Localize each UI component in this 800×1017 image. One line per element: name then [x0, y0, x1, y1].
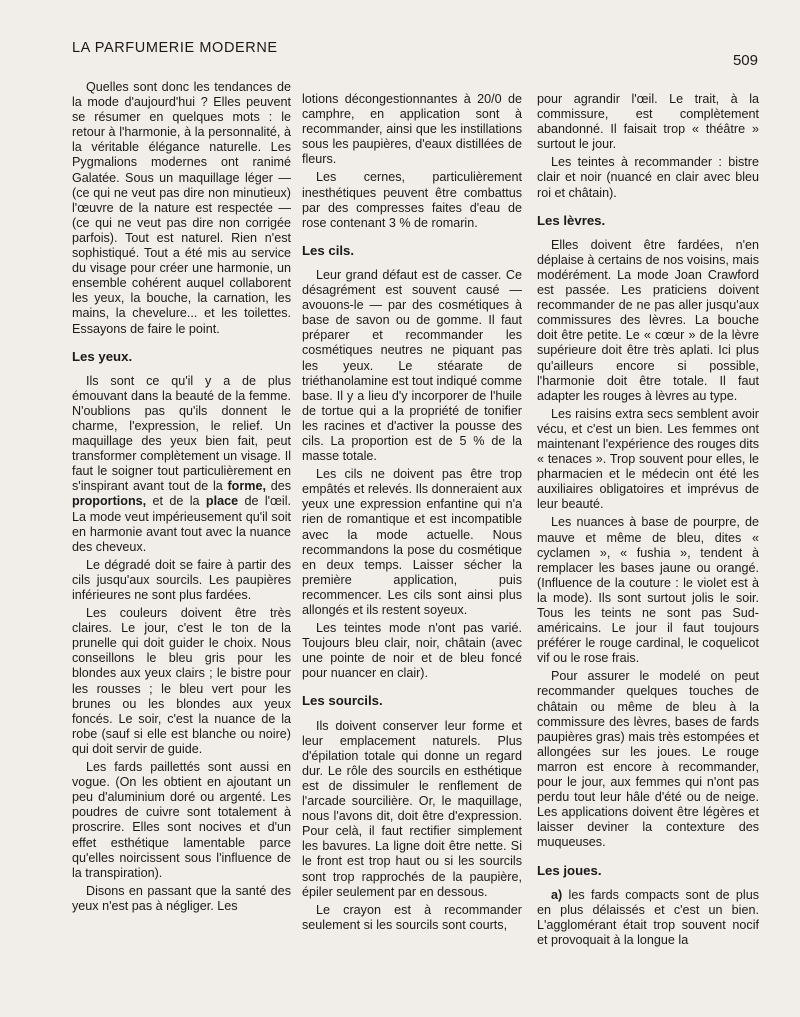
column-3: [537, 92, 759, 951]
joues-paragraph-a: [537, 888, 759, 948]
page-number: 509: [732, 52, 758, 69]
column-1: [72, 80, 291, 917]
levres-paragraph-3: Les nuances à base de pourpre, de mauve et même de bleu, dites « cyclamen », « fushia », tendent à remplacer les bases jaune ou orangé. (Influence de la couture : le violet est à la mode). Ils sont surtout jolis le soir. Tous les teints ne sont pas Sud-américains. Le jour il faut toujours préférer le rouge cardinal, le coquelicot vif ou le rose frais.: [537, 515, 759, 666]
section-heading-sourcils: Les sourcils.: [302, 693, 383, 709]
crayon-continuation: pour agrandir l'œil. Le trait, à la commissure, est complètement abandonné. Il faisait trop « théâtre » surtout le jour.: [537, 92, 759, 152]
levres-paragraph-1: Elles doivent être fardées, n'en déplaise à certains de nos voisins, mais modérément. La mode Joan Crawford est passée. Les praticiens doivent recommander de ne pas aller jusqu'aux commissures des lèvres. La bouche doit être petite. Le « cœur » de la lèvre supérieure doit être très aplati. Ici plus qu'ailleurs encore si possible, l'harmonie doit être totale. Il faut adapter les rouges à lèvres au type.: [537, 237, 759, 403]
sourcils-paragraph-2: Le crayon est à recommander seulement si les sourcils sont courts,: [302, 902, 522, 932]
yeux-paragraph-1: [72, 374, 291, 555]
yeux-paragraph-3: Les couleurs doivent être très claires. Le jour, c'est le ton de la prunelle qui doit guider le choix. Nous conseillons le bleu gris pour les blondes aux yeux clairs ; le bistre pour les rousses ; le bleu vert pour les brunes ou les blondes aux yeux foncés. Le soir, c'est la nuance de la robe (sauf si elle est blanche ou noire) qui doit servir de guide.: [72, 606, 291, 756]
yeux-p1-des: des: [270, 479, 292, 494]
teintes-paragraph: Les teintes à recommander : bistre clair et noir (nuancé en clair avec bleu roi et châtain).: [537, 155, 759, 200]
emphasis-place: place: [205, 494, 239, 509]
sourcils-paragraph-1: Ils doivent conserver leur forme et leur emplacement naturels. Plus d'épilation totale qui donne un regard dur. Le rôle des sourcils en esthétique est de dissimuler le renflement de l'arcade sourcilière. Or, le maquillage, nous l'avons dit, doit être d'expression. Pour celà, il faut rectifier simplement les bavures. La ligne doit être nette. Si le front est trop haut ou si les sourcils sont trop rapprochés de la paupière, épiler seulement par en dessous.: [302, 718, 522, 899]
levres-paragraph-2: Les raisins extra secs semblent avoir vécu, et c'est un bien. Les femmes ont maintenant l'expérience des rouges dits « tenaces ». Trop souvent pour elles, le pharmacien et le médecin ont été les auxiliaires obligatoires et imprévus de leur beauté.: [537, 406, 759, 512]
emphasis-forme: forme,: [227, 479, 266, 494]
cernes-paragraph: Les cernes, particulièrement inesthétiques peuvent être combattus par des compresses faites d'eau de rose contenant 3 % de romarin.: [302, 170, 522, 230]
section-heading-joues: Les joues.: [537, 862, 602, 878]
yeux-p1-text-a: Ils sont ce qu'il y a de plus émouvant dans la beauté de la femme. N'oublions pas qu'ils donnent le charme, l'expression, le relief. Un maquillage des yeux bien fait, peut transformer complètement un visage. Il faut le soigner tout particulièrement en s'inspirant avant tout de la: [72, 373, 291, 494]
section-heading-cils: Les cils.: [302, 242, 355, 258]
intro-paragraph: Quelles sont donc les tendances de la mode d'aujourd'hui ? Elles peuvent se résumer en quelques mots : le retour à l'harmonie, à la personnalité, à la véritable élégance naturelle. Les Pygmalions modernes ont ranimé Galatée. Sous un maquillage léger — (ce qui ne veut pas dire non minutieux) l'œuvre de la nature est respectée — (ce qui ne veut pas dire non corrigée parfois). Tout est naturel. Rien n'est sophistiqué. Tout a été mis au service du visage pour créer une harmonie, un ensemble cohérent auquel collaborent les yeux, la bouche, la carnation, les mains, la chevelure... et les toilettes. Essayons de faire le point.: [72, 80, 291, 336]
section-heading-levres: Les lèvres.: [537, 212, 606, 228]
column-2: [302, 92, 522, 936]
yeux-paragraph-2: Le dégradé doit se faire à partir des cils jusqu'aux sourcils. Les paupières inférieures ne sont plus fardées.: [72, 557, 291, 602]
list-label-a: a): [551, 887, 563, 902]
emphasis-proportions: proportions,: [72, 494, 147, 509]
joues-a-text: les fards compacts sont de plus en plus délaissés et c'est un bien. L'agglomérant était trop souvent nocif et provoquait à la longue la: [537, 887, 760, 947]
yeux-p1-et-de-la: et de la: [152, 494, 200, 509]
yeux-p1-text-b: de l'œil. La mode veut impérieusement qu'il soit en harmonie avant tout avec la nuance des cheveux.: [72, 494, 292, 554]
yeux-paragraph-5: Disons en passant que la santé des yeux n'est pas à négliger. Les: [72, 883, 291, 913]
lotions-continuation: lotions décongestionnantes à 20/0 de camphre, en application sont à recommander, ainsi que les instillations sous les paupières, d'eaux distillées de fleurs.: [302, 92, 522, 167]
cils-paragraph-2: Les cils ne doivent pas être trop empâtés et relevés. Ils donneraient aux yeux une expression enfantine qui n'a rien de romantique et est incompatible avec la mode actuelle. Nous recommandons la pose du cosmétique en deux temps. Laisser sécher la première application, puis recommencer. Les cils sont ainsi plus allongés et ils restent soyeux.: [302, 467, 522, 617]
yeux-paragraph-4: Les fards paillettés sont aussi en vogue. (On les obtient en ajoutant un peu d'aluminium doré ou argenté. Les poudres de cuivre sont totalement à proscrire. Elles sont nocives et d'un effet esthétique lamentable parce qu'elles noircissent sous l'influence de la transpiration).: [72, 760, 291, 880]
levres-paragraph-4: Pour assurer le modelé on peut recommander quelques touches de châtain ou même de bleu à la commissure des lèvres, bases de fards paupières gras) mais très estompées et allongées sur les joues. Le rouge marron est encore à recommander, pour le jour, aux femmes qui n'ont pas perdu tout leur hâle d'été ou de neige. Les applications doivent être légères et laisser deviner la contexture des muqueuses.: [537, 669, 759, 850]
running-header: LA PARFUMERIE MODERNE: [72, 40, 278, 56]
cils-paragraph-3: Les teintes mode n'ont pas varié. Toujours bleu clair, noir, châtain (avec une pointe de noir et de bleu foncé pour nuancer en clair).: [302, 621, 522, 681]
section-heading-yeux: Les yeux.: [72, 348, 133, 364]
cils-paragraph-1: Leur grand défaut est de casser. Ce désagrément est souvent causé — avouons-le — par des cosmétiques à base de savon ou de gomme. Il faut préparer et recommander les cosmétiques neutres ne piquant pas les yeux. Le stéarate de triéthanolamine est tout indiqué comme base. Il y a lieu d'y incorporer de l'huile de tortue qui a la propriété de tonifier les racines et d'activer la pousse des cils. La proportion est de 5 % de la masse totale.: [302, 267, 522, 464]
